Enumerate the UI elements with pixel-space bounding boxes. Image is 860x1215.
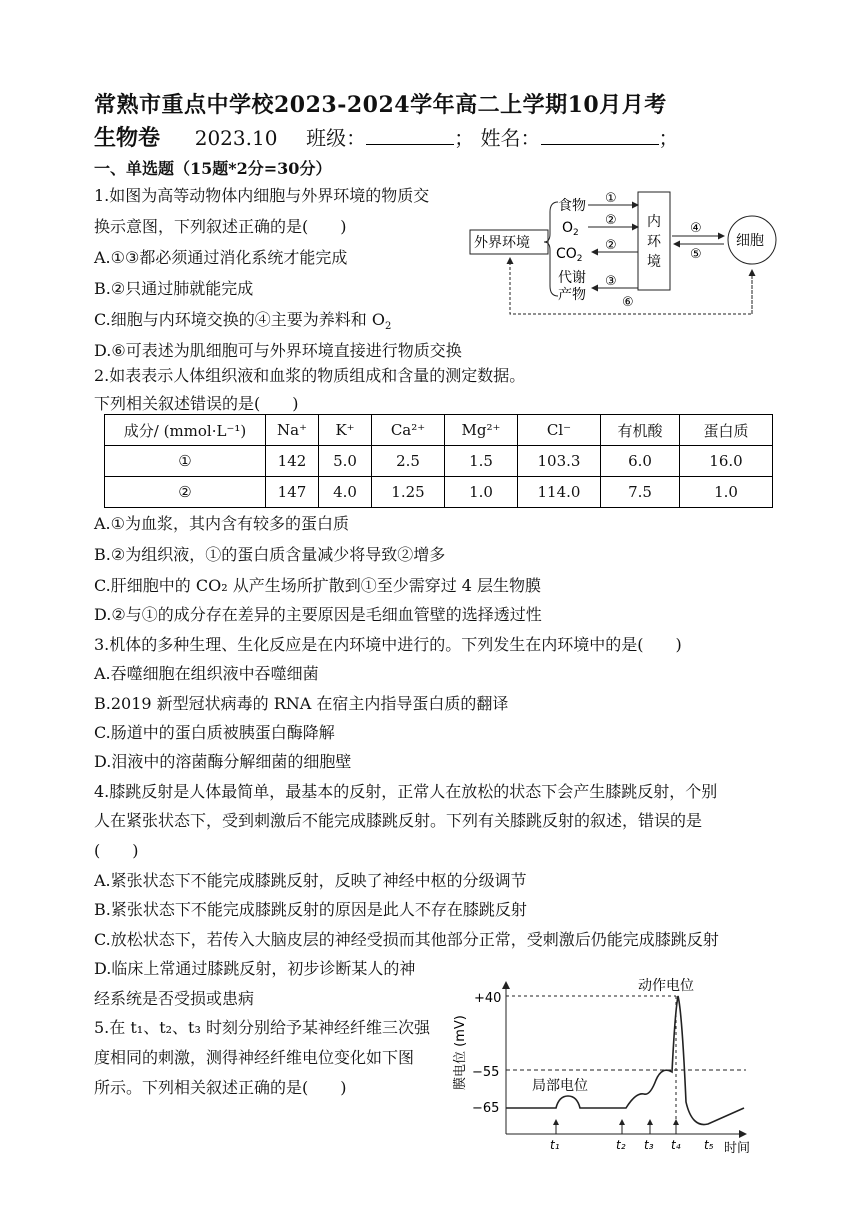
num-3: ③ (605, 274, 617, 289)
exam-title: 常熟市重点中学校2023-2024学年高二上学期10月月考 (94, 92, 667, 118)
cell: 6.0 (601, 446, 680, 477)
section-heading: 一、单选题（15题*2分=30分） (94, 159, 332, 178)
t2-label: t₂ (616, 1138, 626, 1152)
th-5: Cl⁻ (518, 415, 601, 446)
q1-option-c-sub: 2 (384, 321, 392, 333)
q2-stem-line2: 下列相关叙述错误的是( ) (94, 394, 299, 413)
q4-option-a: A.紧张状态下不能完成膝跳反射，反映了神经中枢的分级调节 (94, 871, 527, 890)
subject-label: 生物卷 (94, 125, 161, 151)
q1-option-a: A.①③都必须通过消化系统才能完成 (94, 248, 348, 267)
cell-label: 细胞 (736, 233, 764, 249)
cell: 16.0 (680, 446, 773, 477)
table-header-row (105, 415, 773, 446)
inner-label2: 环 (647, 234, 661, 250)
th-0: 成分/ (mmol·L⁻¹) (105, 415, 266, 446)
table-row (105, 446, 773, 477)
potential-curve (506, 996, 744, 1125)
q2-option-c: C.肝细胞中的 CO₂ 从产生场所扩散到①至少需穿过 4 层生物膜 (94, 576, 542, 595)
cell: 1.5 (445, 446, 518, 477)
ytick-minus55: −55 (472, 1065, 500, 1080)
th-4: Mg²⁺ (445, 415, 518, 446)
cell: 103.3 (518, 446, 601, 477)
q4-option-c: C.放松状态下，若传入大脑皮层的神经受损而其他部分正常，受刺激后仍能完成膝跳反射 (94, 930, 719, 949)
num-4: ④ (690, 221, 702, 236)
exam-date: 2023.10 (194, 126, 278, 150)
cell: 142 (266, 446, 319, 477)
food-label: 食物 (558, 198, 586, 214)
num-2: ② (605, 213, 617, 228)
q1-option-c-text: C.细胞与内环境交换的④主要为养料和 O (94, 310, 385, 329)
name-sep: ； (658, 126, 679, 150)
q4-option-d-line1: D.临床上常通过膝跳反射，初步诊断某人的神 (94, 959, 416, 978)
inner-label3: 境 (647, 254, 661, 270)
potential-graph (446, 972, 778, 1162)
inner-label1: 内 (647, 214, 661, 230)
local-label: 局部电位 (532, 1078, 588, 1094)
q3-stem: 3.机体的多种生理、生化反应是在内环境中进行的。下列发生在内环境中的是( ) (94, 635, 682, 654)
num-6: ⑥ (622, 295, 634, 310)
q1-stem-line2: 换示意图，下列叙述正确的是( ) (94, 217, 347, 236)
o2-label: $O_2$ (562, 220, 579, 238)
cell: 2.5 (372, 446, 445, 477)
q5-stem-line3: 所示。下列相关叙述正确的是( ) (94, 1078, 347, 1097)
cell: ① (105, 446, 266, 477)
th-7: 蛋白质 (680, 415, 773, 446)
co2-label: $CO_2$ (556, 246, 583, 264)
exchange-diagram (462, 188, 790, 322)
q3-option-a: A.吞噬细胞在组织液中吞噬细菌 (94, 664, 319, 683)
cell: 147 (266, 477, 319, 508)
t5-label: t₅ (704, 1138, 714, 1152)
class-label: 班级： (306, 126, 367, 150)
num-5: ⑤ (690, 247, 702, 262)
q3-option-c: C.肠道中的蛋白质被胰蛋白酶降解 (94, 723, 335, 742)
q2-stem-line1: 2.如表表示人体组织液和血浆的物质组成和含量的测定数据。 (94, 366, 526, 385)
name-label: 姓名： (480, 126, 541, 150)
q4-option-d-line2: 经系统是否受损或患病 (94, 989, 255, 1008)
name-blank[interactable] (541, 126, 659, 145)
graph-xlabel: 时间 (724, 1141, 751, 1156)
subtitle-line (94, 121, 679, 152)
table-row (105, 477, 773, 508)
t3-label: t₃ (644, 1138, 654, 1152)
th-1: Na⁺ (266, 415, 319, 446)
composition-table (104, 414, 773, 508)
ytick-plus40: +40 (474, 991, 502, 1006)
q4-option-b: B.紧张状态下不能完成膝跳反射的原因是此人不存在膝跳反射 (94, 900, 527, 919)
cell: 4.0 (319, 477, 372, 508)
q4-stem-line2: 人在紧张状态下，受到刺激后不能完成膝跳反射。下列有关膝跳反射的叙述，错误的是 (94, 811, 703, 830)
metab-label1: 代谢 (558, 270, 586, 286)
cell: 1.0 (680, 477, 773, 508)
t1-label: t₁ (550, 1138, 560, 1152)
cell: 5.0 (319, 446, 372, 477)
cell: 1.25 (372, 477, 445, 508)
metab-label2: 产物 (558, 287, 586, 303)
ytick-minus65: −65 (472, 1101, 500, 1116)
class-blank[interactable] (366, 126, 454, 145)
class-sep: ； (454, 126, 475, 150)
cell: 7.5 (601, 477, 680, 508)
q5-stem-line2: 度相同的刺激，测得神经纤维电位变化如下图 (94, 1048, 415, 1067)
q1-stem-line1: 1.如图为高等动物体内细胞与外界环境的物质交 (94, 186, 430, 205)
outer-env-label: 外界环境 (474, 235, 530, 251)
graph-ylabel: 膜电位 (mV) (453, 1015, 468, 1090)
q4-stem-line3: ( ) (94, 841, 139, 860)
cell: 1.0 (445, 477, 518, 508)
q3-option-b: B.2019 新型冠状病毒的 RNA 在宿主内指导蛋白质的翻译 (94, 694, 509, 713)
num-2b: ② (605, 238, 617, 253)
action-label: 动作电位 (638, 978, 694, 994)
q4-stem-line1: 4.膝跳反射是人体最简单，最基本的反射，正常人在放松的状态下会产生膝跳反射，个别 (94, 782, 718, 801)
q1-option-d: D.⑥可表述为肌细胞可与外界环境直接进行物质交换 (94, 341, 462, 360)
th-2: K⁺ (319, 415, 372, 446)
q2-option-a: A.①为血浆，其内含有较多的蛋白质 (94, 514, 349, 533)
t4-label: t₄ (671, 1138, 681, 1152)
q2-option-d: D.②与①的成分存在差异的主要原因是毛细血管壁的选择透过性 (94, 605, 542, 624)
cell: 114.0 (518, 477, 601, 508)
q1-option-b: B.②只通过肺就能完成 (94, 279, 254, 298)
cell: ② (105, 477, 266, 508)
q1-option-c (94, 310, 391, 337)
q2-option-b: B.②为组织液，①的蛋白质含量减少将导致②增多 (94, 545, 446, 564)
q3-option-d: D.泪液中的溶菌酶分解细菌的细胞壁 (94, 752, 352, 771)
th-6: 有机酸 (601, 415, 680, 446)
th-3: Ca²⁺ (372, 415, 445, 446)
num-1: ① (605, 191, 617, 206)
q5-stem-line1: 5.在 t₁、t₂、t₃ 时刻分别给予某神经纤维三次强 (94, 1018, 430, 1037)
